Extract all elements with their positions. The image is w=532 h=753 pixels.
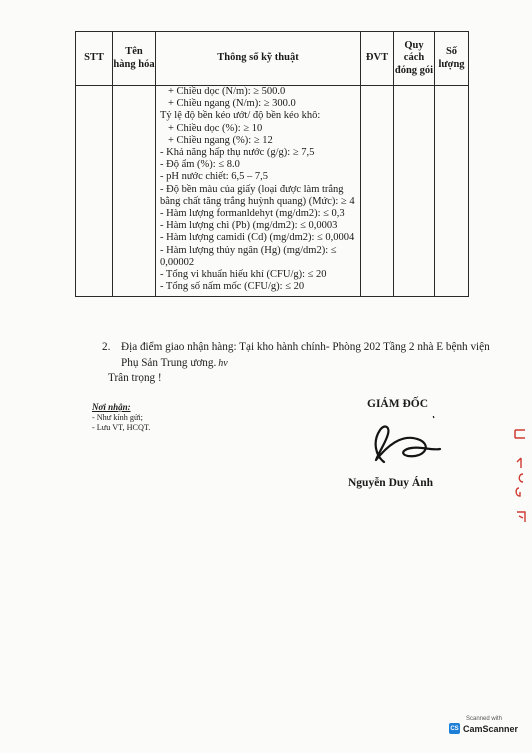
spec-line: - Tổng vi khuẩn hiếu khí (CFU/g): ≤ 20 — [160, 269, 327, 281]
spec-line: + Chiều ngang (%): ≥ 12 — [168, 134, 273, 146]
director-title: GIÁM ĐỐC — [367, 398, 429, 410]
spec-line: Tỷ lệ độ bền kéo ướt/ độ bền kéo khô: — [160, 110, 321, 122]
spec-line: - Độ ẩm (%): ≤ 8.0 — [160, 159, 240, 171]
header-spec: Thông số kỹ thuật — [156, 32, 361, 86]
spec-table — [75, 31, 469, 297]
header-unit: ĐVT — [361, 32, 394, 86]
spec-line: - Hàm lượng thủy ngân (Hg) (mg/dm2): ≤ 0,00002 — [160, 244, 337, 268]
spec-line: - pH nước chiết: 6,5 – 7,5 — [160, 171, 269, 183]
spec-line: - Hàm lượng chì (Pb) (mg/dm2): ≤ 0,0003 — [160, 220, 338, 232]
table-header-row — [76, 32, 469, 86]
delivery-text: Địa điểm giao nhận hàng: Tại kho hành chính- Phòng 202 Tầng 2 nhà E bệnh viện Phụ Sản Trung ương. — [121, 341, 490, 369]
cell-spec — [156, 86, 361, 297]
director-name: Nguyễn Duy Ánh — [348, 477, 433, 489]
camscanner-brand: CamScanner — [463, 723, 519, 734]
cell-name — [113, 86, 156, 297]
signature-image — [362, 416, 442, 466]
red-seal-fragment — [505, 428, 529, 528]
cell-unit — [361, 86, 394, 297]
spec-line: - Khả năng hấp thụ nước (g/g): ≥ 7,5 — [160, 147, 315, 159]
cell-stt — [76, 86, 113, 297]
camscanner-watermark — [449, 716, 519, 734]
header-name: Tên hàng hóa — [113, 32, 156, 86]
header-stt: STT — [76, 32, 113, 86]
closing-regards: Trân trọng ! — [108, 372, 162, 384]
spec-line: + Chiều ngang (N/m): ≥ 300.0 — [168, 98, 296, 110]
header-packing: Quy cách đóng gói — [394, 32, 435, 86]
spec-line: + Chiều dọc (N/m): ≥ 500.0 — [168, 86, 286, 97]
delivery-location — [102, 339, 507, 372]
spec-line: - Hàm lượng formanldehyt (mg/dm2): ≤ 0,3 — [160, 208, 345, 220]
recipient-item: - Lưu VT, HCQT. — [92, 423, 151, 432]
recipients-block — [92, 402, 150, 434]
handwritten-initial: hv — [218, 358, 228, 369]
spec-line: - Tổng số nấm mốc (CFU/g): ≤ 20 — [160, 281, 305, 293]
table-row — [76, 86, 469, 297]
scanned-with-text: Scanned with — [465, 716, 503, 722]
recipient-item: - Như kính gửi; — [92, 412, 143, 422]
camscanner-logo-icon: CS — [449, 723, 460, 734]
spec-line: - Độ bền màu của giấy (loại được làm trắng bằng chất tăng trắng huỳnh quang) (Mức): ≥ 4 — [160, 183, 355, 207]
cell-quantity — [435, 86, 469, 297]
spec-line: + Chiều dọc (%): ≥ 10 — [168, 122, 263, 134]
delivery-number: 2. — [102, 341, 111, 353]
cell-packing — [394, 86, 435, 297]
spec-line: - Hàm lượng camidi (Cd) (mg/dm2): ≤ 0,0004 — [160, 232, 355, 244]
header-quantity: Số lượng — [435, 32, 469, 86]
recipients-heading: Nơi nhận: — [92, 402, 131, 412]
